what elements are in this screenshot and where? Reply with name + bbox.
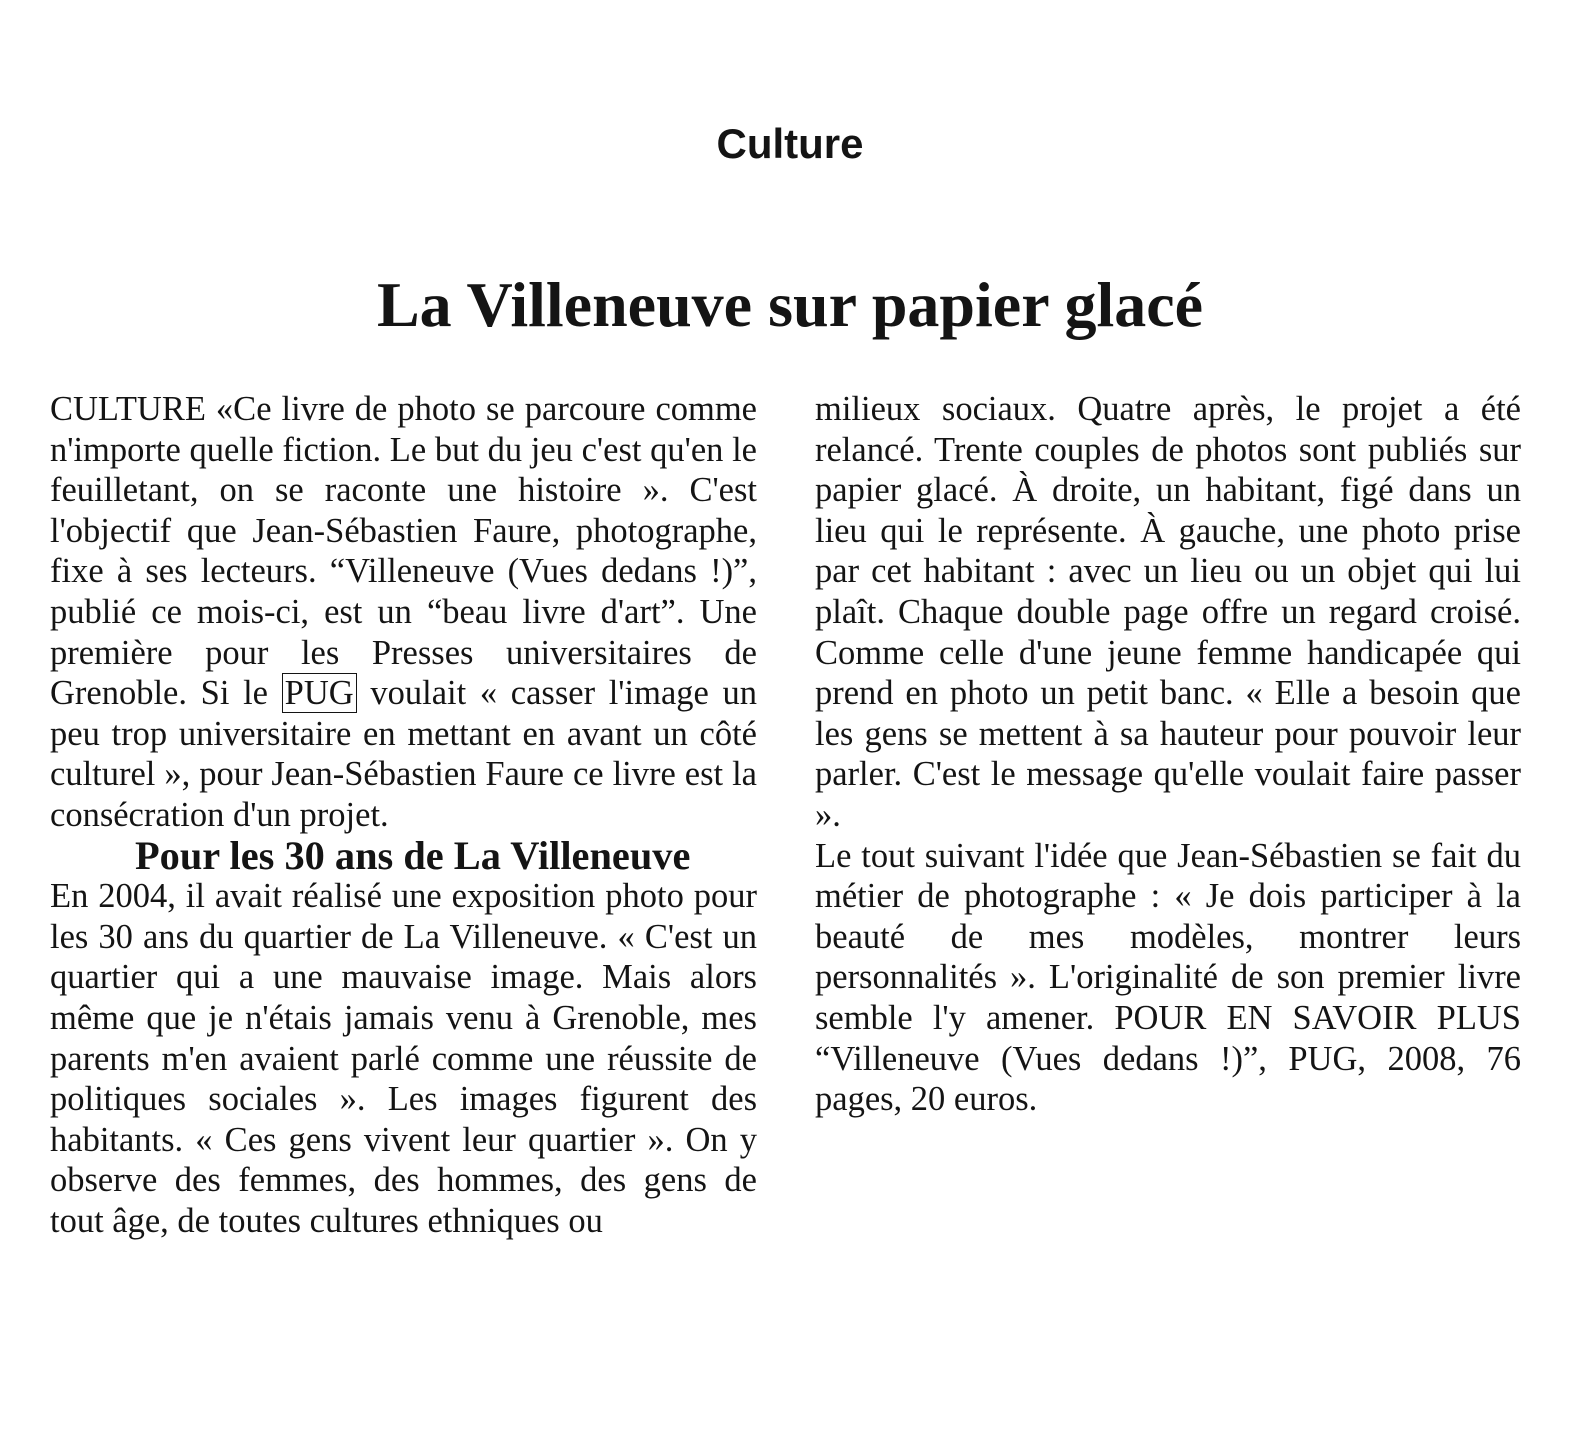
- paragraph-text: voulait « casser l'image un peu trop universitaire en mettant en avant un côté culturel », pour Jean-Sébastien Faure ce livre est la consécration d'un projet.: [50, 674, 757, 834]
- article-column-right: [815, 389, 1521, 1120]
- article-column-left: [50, 389, 757, 1241]
- article-paragraph: milieux sociaux. Quatre après, le projet a été relancé. Trente couples de photos sont publiés sur papier glacé. À droite, un habitant, figé dans un lieu qui le représente. À gauche, une photo prise par cet habitant : avec un lieu ou un objet qui lui plaît. Chaque double page offre un regard croisé. Comme celle d'une jeune femme handicapée qui prend en photo un petit banc. « Elle a besoin que les gens se mettent à sa hauteur pour pouvoir leur parler. C'est le message qu'elle voulait faire passer ».: [815, 390, 1521, 834]
- article-subheading: Pour les 30 ans de La Villeneuve: [135, 832, 691, 878]
- article-paragraph: En 2004, il avait réalisé une exposition photo pour les 30 ans du quartier de La Villeneuve. « C'est un quartier qui a une mauvaise image. Mais alors même que je n'étais jamais venu à Grenoble, mes parents m'en avaient parlé comme une réussite de politiques sociales ». Les images figurent des habitants. « Ces gens vivent leur quartier ». On y observe des femmes, des hommes, des gens de tout âge, de toutes cultures ethniques ou: [50, 877, 757, 1240]
- paragraph-text: CULTURE «Ce livre de photo se parcoure comme n'importe quelle fiction. Le but du jeu c'est qu'en le feuilletant, on se raconte une histoire ». C'est l'objectif que Jean-Sébastien Faure, photographe, fixe à ses lecteurs. “Villeneuve (Vues dedans !)”, publié ce mois-ci, est un “beau livre d'art”. Une première pour les Presses universitaires de Grenoble. Si le: [50, 390, 757, 713]
- boxed-acronym: PUG: [282, 673, 357, 713]
- article-paragraph: Le tout suivant l'idée que Jean-Sébastien se fait du métier de photographe : « Je dois participer à la beauté de mes modèles, montrer leurs personnalités ». L'originalité de son premier livre semble l'y amener. POUR EN SAVOIR PLUS “Villeneuve (Vues dedans !)”, PUG, 2008, 76 pages, 20 euros.: [815, 836, 1521, 1119]
- article-paragraph: [50, 389, 757, 836]
- section-label: Culture: [716, 120, 864, 167]
- article-headline: La Villeneuve sur papier glacé: [376, 269, 1204, 340]
